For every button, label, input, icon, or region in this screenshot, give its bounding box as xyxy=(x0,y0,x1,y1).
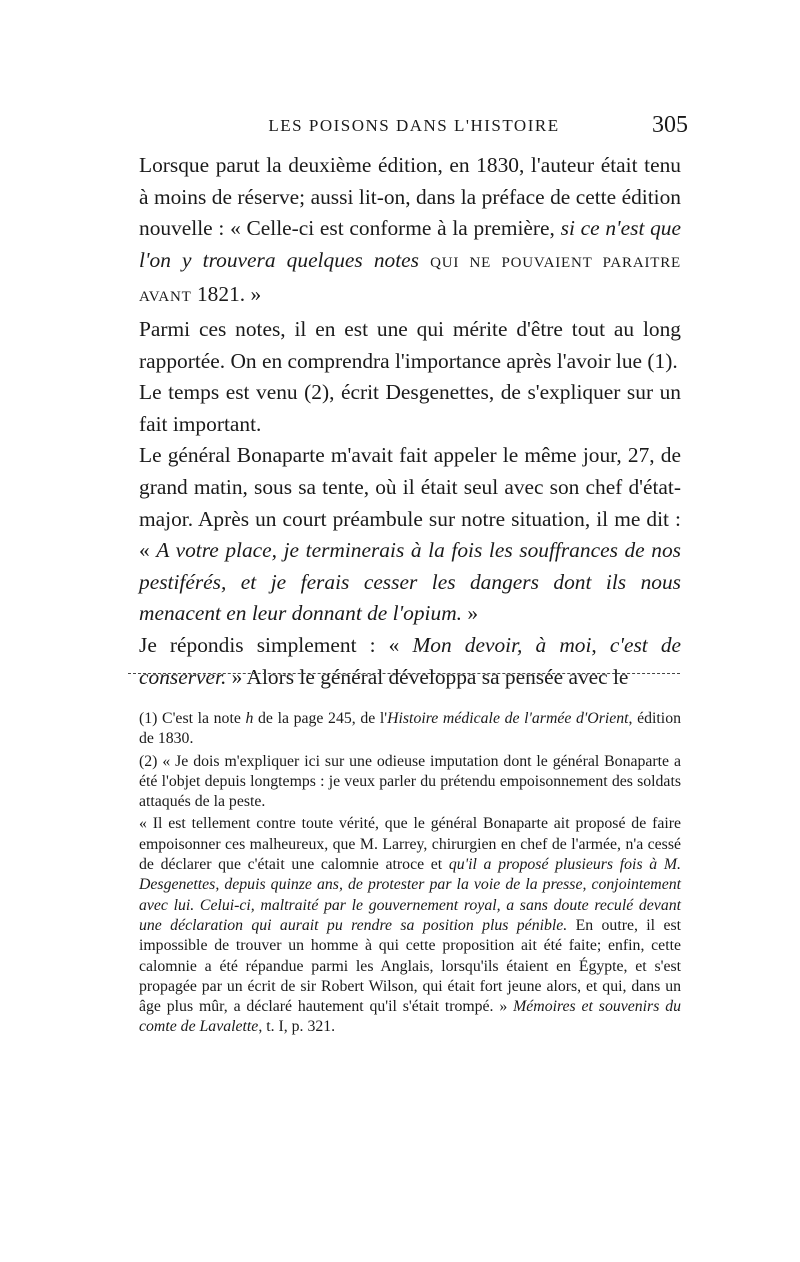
paragraph-5 xyxy=(139,630,681,693)
paragraph-1 xyxy=(139,150,681,314)
footnotes xyxy=(139,709,681,1040)
paragraph-4-italic: A votre place, je terminerais à la fois les souffrances de nos pestiférés, et je ferais cesser les dangers dont ils nous menacent en leur donnant de l'opium. xyxy=(139,538,681,626)
footnote-2-text: (2) « Je dois m'expliquer ici sur une odieuse imputation dont le général Bonaparte a été l'objet depuis longtemps : je veux parler du prétendu empoisonnement des soldats attaqués de la peste. xyxy=(139,752,681,811)
paragraph-5-end: » Alors le général développa sa pensée avec le xyxy=(226,664,629,689)
footnote-1-text: (1) C'est la note xyxy=(139,710,246,727)
paragraph-1-text: Lorsque parut la deuxième édition, en 1830, l'auteur était tenu à moins de réserve; aussi lit-on, dans la préface de cette édition nouvelle : « Celle-ci est conforme à la première, xyxy=(139,153,681,241)
paragraph-1-italic: si ce n'est que l'on y trouvera quelques notes xyxy=(139,216,682,272)
footnote-3-text: « Il est tellement contre toute vérité, que le général Bonaparte ait proposé de faire empoisonner ces malheureux, que M. Larrey, chirurgien en chef de l'armée, n'a cessé de déclarer que c'était une calomnie atroce et xyxy=(139,815,681,874)
paragraph-1-smallcaps: QUI NE POUVAIENT PARAITRE AVANT xyxy=(139,254,681,306)
footnote-3-cont: En outre, il est impossible de trouver un homme à qui cette proposition ait été faite; enfin, cette calomnie a été répandue parmi les Anglais, lorsqu'ils étaient en Égypte, et s'est propagée par un écrit de sir Robert Wilson, qui était fort jeune alors, et qui, dans un âge plus mûr, a déclaré hautement qu'il s'était trompé. » xyxy=(139,916,681,1016)
paragraph-5-italic-1: Mon devoir, à moi xyxy=(412,632,592,657)
footnote-3-book-title: Mémoires et souvenirs du comte de Lavalette xyxy=(139,998,681,1036)
page-header xyxy=(140,112,688,142)
paragraph-3 xyxy=(139,377,681,440)
paragraph-5-sep: , xyxy=(591,632,610,657)
running-title: LES POISONS DANS L'HISTOIRE xyxy=(268,116,560,135)
footnote-1-book-title: Histoire médicale de l'armée d'Orient xyxy=(387,710,629,727)
footnote-3-italic: qu'il a proposé plusieurs fois à M. Desgenettes, depuis quinze ans, de protester par la voie de la presse, conjointement avec lui. Celui-ci, maltraité par le gouvernement royal, a sans doute reculé devant une déclaration qui aurait pu rendre sa position plus pénible. xyxy=(139,856,681,934)
paragraph-5-text: Je répondis simplement : « xyxy=(139,632,413,657)
paragraph-4-end: » xyxy=(462,601,479,626)
page-number: 305 xyxy=(652,112,688,138)
paragraph-5-italic-2: c'est de conserver. xyxy=(139,632,682,689)
paragraph-1-end: 1821. » xyxy=(191,282,262,307)
main-text xyxy=(139,150,681,693)
footnote-3 xyxy=(139,814,681,1037)
paragraph-3-text: Le temps est venu (2), écrit Desgenettes, de s'expliquer sur un fait important. xyxy=(139,380,681,436)
footnote-2 xyxy=(139,752,681,813)
footnote-1-mid: de la page 245, de l' xyxy=(253,710,388,727)
paragraph-4-text: Le général Bonaparte m'avait fait appeler le même jour, 27, de grand matin, sous sa tente, où il était seul avec son chef d'état-major. Après un court préambule sur notre situation, il me dit : « xyxy=(139,443,681,563)
footnote-1 xyxy=(139,709,681,750)
footnote-1-note-letter: h xyxy=(245,710,254,727)
footnote-1-end: , édition de 1830. xyxy=(139,710,681,748)
paragraph-4 xyxy=(139,440,681,630)
paragraph-2-text: Parmi ces notes, il en est une qui mérite d'être tout au long rapportée. On en comprendra l'importance après l'avoir lue (1). xyxy=(139,316,681,373)
footnote-3-end: , t. I, p. 321. xyxy=(258,1018,336,1036)
footnote-separator xyxy=(128,673,680,674)
paragraph-2 xyxy=(139,314,681,377)
